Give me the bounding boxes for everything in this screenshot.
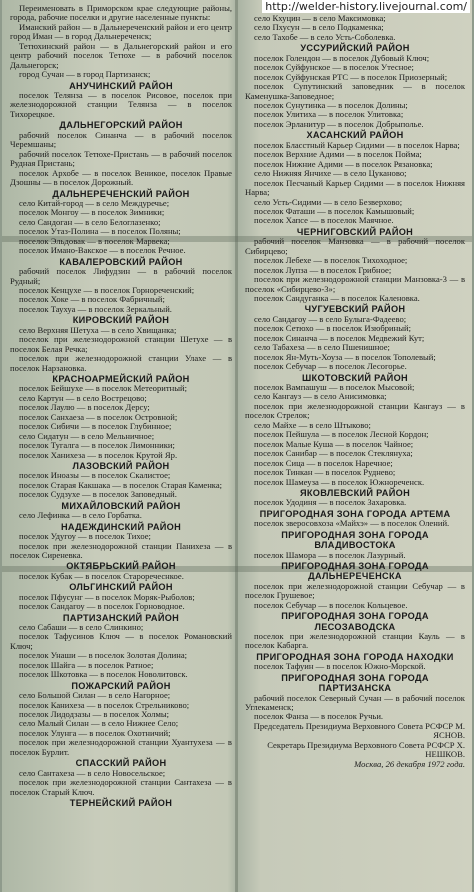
district-heading: ЯКОВЛЕВСКИЙ РАЙОН — [299, 487, 411, 498]
rename-entry: село Майхе — в село Штыково; — [254, 419, 371, 430]
district-heading: ШКОТОВСКИЙ РАЙОН — [302, 372, 408, 383]
rename-entry: поселок Лебехе — в поселок Тихоходное; — [254, 255, 408, 266]
right-text-column — [245, 14, 465, 769]
rename-entry: поселок Санибар — в поселок Стеклянуха; — [254, 448, 413, 459]
district-heading: АНУЧИНСКИЙ РАЙОН — [69, 80, 173, 91]
district-heading: ПРИГОРОДНАЯ ЗОНА ГОРОДА ДАЛЬНЕРЕЧЕНСКА — [281, 560, 429, 582]
district-heading: ПРИГОРОДНАЯ ЗОНА ГОРОДА ПАРТИЗАНСКА — [281, 672, 429, 694]
rename-entry: село Пхусун — в село Подкаменка; — [254, 22, 384, 33]
rename-entry: село Табахеза — в село Пшенишное; — [254, 342, 390, 353]
newspaper-page — [2, 0, 472, 892]
district-heading: СПАССКИЙ РАЙОН — [75, 758, 167, 769]
rename-entry: поселок при железнодорожной станции Улахе — в поселок Нарзановка. — [10, 353, 232, 373]
district-heading: ДАЛЬНЕРЕЧЕНСКИЙ РАЙОН — [52, 188, 190, 199]
rename-entry: рабочий поселок Тетюхе-Пристань — в рабочий поселок Рудная Пристань; — [10, 148, 232, 169]
district-heading: ПРИГОРОДНАЯ ЗОНА ГОРОДА НАХОДКИ — [256, 651, 454, 662]
rename-entry: поселок Эрланитур — в поселок Добрыполье. — [254, 118, 424, 129]
rename-entry: поселок Сунутинка — в поселок Долины; — [254, 100, 408, 111]
district-heading: ЧЕРНИГОВСКИЙ РАЙОН — [296, 226, 414, 237]
rename-entry: село Сабаши — в село Слинкино; — [19, 621, 144, 632]
district-heading: КРАСНОАРМЕЙСКИЙ РАЙОН — [52, 373, 190, 384]
district-heading: ПРИГОРОДНАЯ ЗОНА ГОРОДА ВЛАДИВОСТОКА — [281, 529, 429, 551]
source-url-watermark: http://welder-history.livejournal.com/ — [262, 0, 470, 13]
rename-entry: поселок Шайга — в поселок Ратное; — [19, 659, 154, 670]
rename-entry: село Верхняя Шетуха — в село Хвищанка; — [19, 324, 177, 335]
rename-entry: поселок при железнодорожной станции Шетухе — в поселок Белая Речка; — [10, 334, 232, 354]
district-heading: ЧУГУЕВСКИЙ РАЙОН — [304, 304, 406, 315]
district-heading: КАВАЛЕРОВСКИЙ РАЙОН — [59, 256, 183, 267]
rename-entry: поселок Имано-Вакское — в поселок Речное. — [19, 245, 186, 256]
rename-entry: поселок Ян-Муть-Хоуза — в поселок Тополевый; — [254, 351, 436, 362]
rename-entry: Переименовать в Приморском крае следующие районы, города, рабочие поселки и другие населенные пункты: — [10, 3, 232, 23]
rename-entry: село Китай-город — в село Междуречье; — [19, 197, 170, 208]
rename-entry: поселок Тафуин — в поселок Южно-Морской. — [254, 661, 426, 672]
rename-entry: село Нижняя Янчихе — в село Цуканово; — [254, 168, 407, 179]
rename-entry: поселок Супутинский заповедник — в поселок Каменушка-Заповедное; — [245, 81, 465, 101]
rename-entry: поселок Ханихеза — в поселок Крутой Яр. — [19, 449, 178, 460]
rename-entry: поселок Удодиня — в поселок Захаровка. — [254, 497, 407, 508]
rename-entry: поселок Хапсе — в поселок Маячное. — [254, 215, 394, 226]
district-heading: НАДЕЖДИНСКИЙ РАЙОН — [60, 521, 182, 532]
rename-entry: поселок Судзухе — в поселок Заповедный. — [19, 489, 177, 500]
rename-entry: поселок при железнодорожной станции Сантахеза — в поселок Старый Ключ. — [10, 777, 232, 797]
signature-line: Председатель Президиума Верховного Совета РСФСР М. ЯСНОВ. — [253, 720, 465, 741]
district-heading: ЛАЗОВСКИЙ РАЙОН — [72, 461, 170, 472]
district-heading: МИХАЙЛОВСКИЙ РАЙОН — [61, 500, 181, 511]
rename-entry: поселок Сандуганка — в поселок Каленовка. — [254, 293, 420, 303]
rename-entry: поселок Телянза — в поселок Рисовое, поселок при железнодорожной станции Телянза — в поселок Тихорецкое. — [10, 90, 232, 119]
rename-entry: поселок Бейшухе — в поселок Метеоритный; — [19, 383, 187, 394]
rename-entry: поселок Тугалга — в поселок Лимонники; — [19, 440, 175, 451]
rename-entry: село Кангауз — в село Анисимовка; — [254, 391, 387, 402]
rename-entry: поселок Тинкан — в поселок Руднево; — [254, 467, 396, 478]
rename-entry: село Сандагоу — в село Булыга-Фадеево; — [254, 313, 407, 324]
rename-entry: поселок при железнодорожной станции Себучар — в поселок Грушевое; — [245, 580, 465, 601]
rename-entry: поселок Себучар — в поселок Кольцевое. — [254, 599, 408, 610]
rename-entry: поселок Эльдовак — в поселок Марвека; — [19, 235, 170, 246]
district-heading: УССУРИЙСКИЙ РАЙОН — [300, 43, 410, 54]
rename-entry: поселок Канихеза — в поселок Стрельниково; — [19, 699, 190, 710]
rename-entry: поселок Суйфунское — в поселок Утесное; — [254, 62, 414, 73]
rename-entry: рабочий поселок Манзовка — в рабочий поселок Сибирцево; — [245, 236, 465, 256]
rename-entry: село Сандоган — в село Белоглазенко; — [19, 216, 161, 227]
rename-entry: поселок Малые Куша — в поселок Чайное; — [254, 438, 414, 449]
rename-entry: Иманский район — в Дальнереченский район и его центр город Иман — в город Дальнереченск; — [10, 21, 232, 42]
rename-entry: поселок Сетюхо — в поселок Изюбриный; — [254, 323, 412, 334]
district-heading: КИРОВСКИЙ РАЙОН — [72, 315, 170, 326]
rename-entry: село Картун — в село Вострецово; — [19, 392, 147, 403]
rename-entry: поселок Бласстный Карьер Сидими — в поселок Нарва; — [254, 139, 460, 150]
district-heading: ОКТЯБРЬСКИЙ РАЙОН — [66, 561, 176, 572]
rename-entry: поселок Верхние Адими — в поселок Пойма; — [254, 149, 422, 160]
rename-entry: поселок Вампашуш — в поселок Мысовой; — [254, 381, 415, 392]
rename-entry: город Сучан — в город Партизанск; — [19, 69, 151, 80]
rename-entry: поселок Лидодзазы — в поселок Холмы; — [19, 709, 170, 720]
rename-entry: поселок Фанза — в поселок Ручьи. — [254, 711, 384, 722]
signature-line: Секретарь Президиума Верховного Совета РСФСР Х. НЕШКОВ. — [267, 739, 465, 760]
rename-entry: поселок Синанча — в поселок Медвежий Кут; — [254, 332, 425, 343]
rename-entry: поселок Пейшула — в поселок Лесной Кордон; — [254, 429, 429, 440]
rename-entry: поселок Лупза — в поселок Грибное; — [254, 264, 392, 275]
rename-entry: село Тахобе — в село Усть-Соболевка. — [254, 31, 396, 42]
decree-date: Москва, 26 декабря 1972 года. — [354, 758, 465, 769]
rename-entry: поселок Улунга — в поселок Охотничий; — [19, 727, 171, 738]
rename-entry: поселок Улитиха — в поселок Улитовка; — [254, 109, 404, 120]
rename-entry: поселок Старая Какшака — в поселок Старая Каменка; — [19, 479, 223, 490]
district-heading: ОЛЬГИНСКИЙ РАЙОН — [69, 582, 173, 593]
rename-entry: поселок Тафусинов Ключ — в поселок Романовский Ключ; — [10, 631, 232, 651]
rename-entry: поселок Унаши — в поселок Золотая Долина; — [19, 650, 188, 661]
rename-entry: село Сидатун — в село Мельничное; — [19, 430, 155, 441]
rename-entry: поселок зверосовхоза «Майхэ» — в поселок Олений. — [254, 518, 450, 529]
rename-entry: поселок Шамеуза — в поселок Южнореченск. — [254, 476, 425, 487]
left-text-column — [10, 4, 232, 808]
rename-entry: рабочий поселок Северный Сучан — в рабочий поселок Углекаменск; — [245, 692, 465, 712]
rename-entry: поселок при железнодорожной станции Кангауз — в поселок Стрелок; — [245, 400, 465, 421]
rename-entry: поселок при железнодорожной станции Хуантухеза — в поселок Бурлит. — [10, 737, 232, 757]
rename-entry: рабочий поселок Лифудзин — в рабочий поселок Рудный; — [10, 266, 232, 286]
rename-entry: село Сантахеза — в село Новосельское; — [19, 767, 166, 778]
rename-entry: село Кхуцин — в село Максимовка; — [254, 13, 386, 23]
rename-entry: поселок Голендон — в поселок Дубовый Ключ; — [254, 52, 430, 63]
rename-entry: поселок при железнодорожной станции Панихеза — в поселок Сиреневка. — [10, 540, 232, 560]
rename-entry: поселок Таухуа — в поселок Зеркальный. — [19, 303, 172, 314]
rename-entry: поселок Монгоу — в поселок Зимники; — [19, 207, 165, 218]
rename-entry: поселок Сандагоу — в поселок Горноводное. — [19, 601, 185, 612]
district-heading: ХАСАНСКИЙ РАЙОН — [306, 130, 404, 141]
rename-entry: поселок Сибичи — в поселок Глубинное; — [19, 421, 172, 432]
rename-entry: село Большой Силан — в село Нагорное; — [19, 690, 171, 701]
rename-entry: рабочий поселок Синанча — в рабочий поселок Черемшаны; — [10, 129, 232, 150]
rename-entry: поселок Шкотовка — в поселок Новолитовск. — [19, 669, 188, 680]
rename-entry: село Малый Силан — в село Нижнее Село; — [19, 718, 179, 729]
district-heading: ПРИГОРОДНАЯ ЗОНА ГОРОДА АРТЕМА — [259, 508, 451, 519]
rename-entry: село Лефинка — в село Горбатка. — [19, 510, 142, 521]
district-heading: ПРИГОРОДНАЯ ЗОНА ГОРОДА ЛЕСОЗАВОДСКА — [281, 611, 429, 632]
rename-entry: Тетюхинский район — в Дальнегорский район и его центр рабочий поселок Тетюхе — в рабочий поселок Дальнегорск; — [10, 40, 232, 70]
rename-entry: поселок Песчаный Карьер Сидими — в поселок Нижняя Нарва; — [245, 177, 465, 198]
rename-entry: поселок Санхаеза — в поселок Островной; — [19, 411, 178, 422]
district-heading: ПОЖАРСКИЙ РАЙОН — [71, 680, 171, 691]
rename-entry: поселок при железнодорожной станции Манзовка-3 — в поселок «Сибирцево-3»; — [245, 274, 465, 294]
rename-entry: поселок Кенцухе — в поселок Горнореченский; — [19, 284, 195, 295]
rename-entry: поселок Хоке — в поселок Фабричный; — [19, 294, 165, 305]
district-heading: ДАЛЬНЕГОРСКИЙ РАЙОН — [59, 120, 183, 131]
rename-entry: поселок Иноазы — в поселок Скалистое; — [19, 470, 171, 481]
rename-entry: поселок Кубак — в поселок Староречеснкое. — [19, 570, 184, 581]
district-heading: ТЕРНЕЙСКИЙ РАЙОН — [69, 798, 173, 809]
rename-entry: поселок Сица — в поселок Наречное; — [254, 457, 393, 468]
rename-entry: поселок Фаташи — в поселок Камышовый; — [254, 205, 415, 216]
rename-entry: поселок Лаулю — в поселок Дерсу; — [19, 402, 150, 413]
rename-entry: поселок Шамора — в поселок Лазурный. — [254, 549, 406, 560]
rename-entry: поселок Архобе — в поселок Веникое, поселок Правые Дзошны — в поселок Дорожный. — [10, 167, 232, 188]
rename-entry: поселок Удугоу — в поселок Тихое; — [19, 531, 151, 542]
rename-entry: поселок при железнодорожной станции Кауль — в поселок Кабарга. — [245, 630, 465, 651]
rename-entry: село Усть-Сидими — в село Безверхово; — [254, 196, 403, 207]
rename-entry: поселок Нижние Адими — в поселок Рязановка; — [254, 158, 433, 169]
rename-entry: поселок Пфусунг — в поселок Моряк-Рыболов; — [19, 591, 195, 602]
rename-entry: поселок Себучар — в поселок Лесогорье. — [254, 361, 407, 372]
rename-entry: поселок Суйфунская РТС — в поселок Приозерный; — [254, 71, 448, 82]
district-heading: ПАРТИЗАНСКИЙ РАЙОН — [62, 612, 180, 623]
column-fold-crease — [235, 0, 238, 892]
rename-entry: поселок Утаз-Полина — в поселок Поляны; — [19, 226, 181, 237]
